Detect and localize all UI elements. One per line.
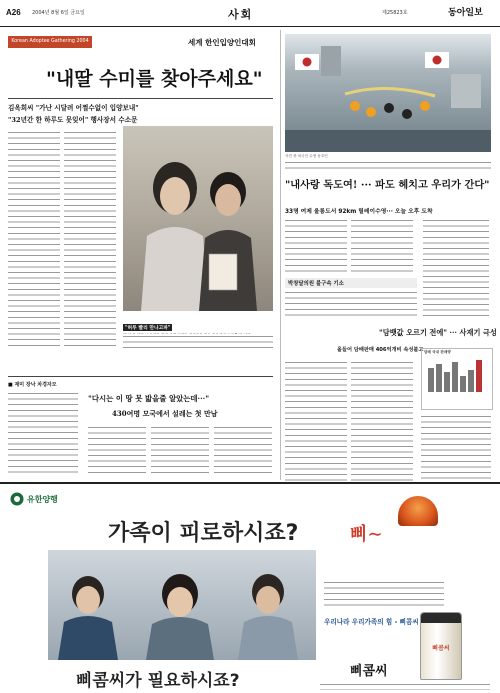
ad-people-photo [48, 550, 316, 660]
main-headline: "내딸 수미를 찾아주세요" [46, 68, 263, 90]
right-body-4 [285, 360, 347, 500]
bottom-body-1 [88, 425, 146, 477]
swimming-photo [285, 34, 491, 152]
sub-headline-1: 김옥희씨 "가난 시달려 어쩔수없이 입양보내" [8, 104, 139, 112]
bottle-label: 삐콤씨 [432, 645, 450, 652]
cigarette-chart-label: 담배 국내 판매량 [424, 350, 451, 354]
ad-alarm-light [398, 496, 438, 526]
right-subhead: 33명 여제 울릉도서 92km 릴레이수영··· 오늘 오후 도착 [285, 209, 433, 215]
headline-rule [8, 98, 273, 99]
newspaper-logo: 동아일보 [448, 8, 483, 18]
bottom-headline: "다시는 이 땅 못 밟을줄 알았는데···" [88, 394, 210, 403]
issue-date: 2004년 8월 6일 금요일 [32, 10, 85, 16]
product-bottle [420, 612, 462, 680]
ad-sound-effect: 삐∼ [350, 524, 383, 545]
box-story-body [285, 290, 417, 318]
bottom-body-2 [151, 425, 209, 477]
right-body-2 [351, 218, 413, 274]
bottom-body-3 [214, 425, 272, 477]
cigarette-chart [421, 348, 493, 410]
issue-number: 제25823호 [382, 10, 408, 16]
box-story [285, 278, 417, 318]
right-story [280, 30, 497, 480]
brand-logo [10, 492, 58, 506]
body-column-2 [64, 130, 116, 350]
sidebar-box-body [8, 391, 78, 475]
cigarette-chart-graphic [422, 356, 492, 400]
left-story [8, 34, 273, 374]
left-bottom-story [8, 376, 273, 477]
vitamin-advertisement [0, 482, 500, 693]
body-column-3 [123, 334, 273, 350]
brand-name: 유한양행 [27, 494, 58, 504]
bottle-cap [421, 613, 461, 623]
right-headline: "내사랑 독도여! ··· 파도 헤치고 우리가 간다" [285, 179, 490, 191]
event-banner [8, 36, 92, 48]
swimming-photo-image [285, 34, 491, 152]
section-title: 사회 [228, 8, 254, 21]
right-body-1 [285, 218, 347, 274]
ad-question-2: 삐콤씨가 필요하시죠? [76, 671, 240, 691]
page-number: A26 [6, 8, 21, 17]
sub-headline-2: "32년간 한 하루도 못잊어" 행사장서 수소문 [8, 116, 138, 124]
right-body-3 [423, 218, 489, 318]
ad-tagline: 우리나라 우리가족의 힘 - 삐콤씨 [324, 618, 419, 626]
right-subhead-2: 올들어 담배판매 406억개비 속성불고 [337, 347, 424, 353]
ad-question-1: 가족이 피로하시죠? [108, 521, 299, 546]
sidebar-box-title: ■ 재미 장낙 차경자모 [8, 382, 57, 388]
right-headline-2: "담뱃값 오르기 전에" ··· 사재기 극성 [379, 328, 497, 337]
brand-logo-icon [10, 492, 24, 506]
event-title: 세계 한인입양인대회 [188, 38, 256, 47]
page-header [0, 0, 500, 27]
photo-caption-title: "허루 빨리 만나고파" [125, 326, 171, 331]
body-column-1 [8, 130, 60, 350]
product-name: 삐콤씨 [350, 664, 388, 679]
bottom-subhead: 430여명 모국에서 설레는 첫 만남 [112, 409, 218, 418]
ad-footnote [320, 682, 490, 690]
sidebar-box [8, 381, 78, 477]
mother-photo [123, 126, 273, 311]
swimming-photo-caption-text: 사진 중 외국인 수영 동호인 [285, 154, 328, 158]
ad-copy-text [324, 580, 444, 610]
swimming-photo-caption [285, 160, 491, 170]
right-body-5 [351, 360, 413, 500]
box-story-title: 박창달의원 불구속 기소 [285, 278, 417, 288]
ad-people-image [48, 550, 316, 660]
event-banner-label: Korean Adoptee Gathering 2004 [11, 39, 89, 44]
mother-photo-image [123, 126, 273, 311]
